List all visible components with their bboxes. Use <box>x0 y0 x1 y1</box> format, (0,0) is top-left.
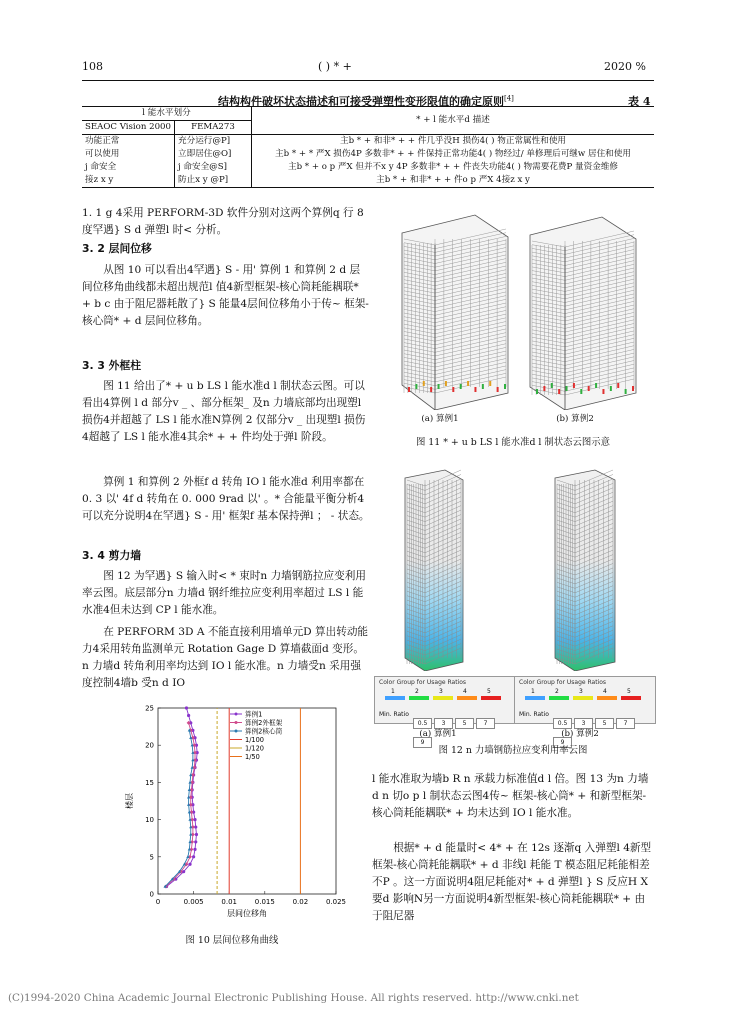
figure-11-caption: 图 11 * + u b LS l 能水准d l 制状态云图示意 <box>415 437 611 448</box>
building-model-2 <box>530 217 636 410</box>
data-point <box>187 714 190 717</box>
x-tick-label: 0.015 <box>254 898 275 906</box>
table-cell: 主b * + 和非* + + 件几乎没H 损伤4( ) 物正常属性和使用 <box>339 136 567 146</box>
shear-wall-model-1 <box>405 470 463 671</box>
table-cell: 功能正常 <box>82 135 175 149</box>
legend-number: 2 <box>555 688 559 695</box>
min-ratio-value: 7 <box>476 718 495 729</box>
y-axis-label: 楼层 <box>125 793 134 809</box>
figure-12-images <box>395 466 645 671</box>
data-point <box>192 855 195 858</box>
right-paragraph-1: l 能水准取为墙b R n 承载力标准值d l 倍。图 13 为n 力墙d n 切o p l 制状态云图4传~ 框架-核心筒* + 和新型框架-核心筒耗能耦联* + 均未达到 IO l 能水准。 <box>372 773 649 819</box>
min-ratio-value: 9 <box>413 737 432 748</box>
panel-title: Color Group for Usage Ratios <box>519 679 607 686</box>
section-3-3-body-1: 图 11 给出了* + u b LS l 能水准d l 制状态云图。可以看出4算例 l d 部分v _ 、部分框架_ 及n 力墙底部均出现塑l 损伤4并超越了 LS l 能水准N算例 2 仅部分v _ 出现塑l 损伤4超越了 LS l 能水准4其余* + + 件均处于弹l 阶段。 <box>82 380 366 443</box>
legend-entry: 算例2外框架 <box>245 719 283 727</box>
legend-row <box>375 688 515 708</box>
table-cell: j 命安全@S] <box>175 161 252 174</box>
section-3-2-body: 从图 10 可以看出4罕遇} S - 用' 算例 1 和算例 2 d 层间位移角曲线都未超出规范l 值4新型框架-核心筒耗能耦联* + b c 由于阻尼器耗散了} S 能量4层间位移角小于传~ 框架-核心筒* + d 层间位移角。 <box>82 264 369 327</box>
legend-entry: 1/120 <box>245 744 265 753</box>
legend-number: 3 <box>439 688 443 695</box>
legend-swatch <box>409 696 429 700</box>
copyright-footer: (C)1994-2020 China Academic Journal Electronic Publishing House. All rights reserved. http://www.cnki.net <box>8 992 579 1004</box>
data-point <box>188 863 191 866</box>
min-ratio-value: 5 <box>455 718 474 729</box>
data-point <box>194 840 197 843</box>
table-cell: 主b * + 和非* + + 件o p 严X 4接z x y <box>252 174 655 188</box>
legend-swatch <box>481 696 501 700</box>
legend-marker <box>235 721 238 724</box>
figure-10-caption: 图 10 层间位移角曲线 <box>185 935 279 946</box>
legend-marker <box>235 730 238 733</box>
shear-wall-model-2 <box>555 470 615 671</box>
building-model-1 <box>402 215 508 410</box>
x-tick-label: 0.025 <box>325 898 346 906</box>
series-line-2 <box>165 730 193 886</box>
header-rule <box>82 80 654 81</box>
table-title: 结构构件破坏状态描述和可接受弹塑性变形限值的确定原则[4] <box>218 94 514 108</box>
table-header-desc: * + l 能水平d 描述 <box>252 107 655 135</box>
legend-number: 5 <box>627 688 631 695</box>
legend-entry: 算例1 <box>245 710 263 719</box>
section-3-2-title: 3. 2 层间位移 <box>82 242 152 255</box>
min-ratio-label: Min. Ratio <box>379 711 409 718</box>
legend-number: 4 <box>603 688 607 695</box>
figure-10-chart <box>118 700 346 928</box>
y-tick-label: 0 <box>149 890 154 899</box>
y-tick-label: 15 <box>145 778 154 787</box>
data-point <box>195 833 198 836</box>
legend-swatch <box>597 696 617 700</box>
legend-entry: 1/50 <box>245 753 260 761</box>
legend-entry: 算例2核心筒 <box>245 727 283 736</box>
table-cell: 可以使用 <box>82 148 175 161</box>
data-point <box>193 848 196 851</box>
table-cell: 防止x y @P] <box>175 174 252 188</box>
x-tick-label: 0 <box>155 898 161 906</box>
y-tick-label: 10 <box>145 816 154 825</box>
section-3-3-body-2: 算例 1 和算例 2 外框f d 转角 IO l 能水准d 利用率都在 0. 3 以' 4f d 转角在 0. 000 9rad 以' 。* 合能量平衡分析4可以充分说明4在罕遇} S - 用' 框架f 基本保持弹l ； - 状态。 <box>82 476 370 522</box>
table-row <box>82 135 654 149</box>
header-year: 2020 % <box>604 60 646 73</box>
legend-swatch <box>385 696 405 700</box>
figure-11-images <box>380 205 660 410</box>
legend-swatch <box>457 696 477 700</box>
min-ratio-value: 7 <box>616 718 635 729</box>
table-col-fema: FEMA273 <box>175 121 252 135</box>
panel-title: Color Group for Usage Ratios <box>379 679 467 686</box>
x-tick-label: 0.02 <box>292 898 309 906</box>
table-cell: j 命安全 <box>82 161 175 174</box>
section-3-4-body-1: 图 12 为罕遇} S 输入时< * 束时n 力墙钢筋拉应变利用率云图。底层部分n 力墙d 钢纤维拉应变利用率超过 LS l 能水准4但未达到 CP l 能水准。 <box>82 570 366 616</box>
table-col-seaoc: SEAOC Vision 2000 <box>82 121 175 135</box>
legend-number: 1 <box>391 688 395 695</box>
table-cell: 接z x y <box>82 174 175 188</box>
x-tick-label: 0.01 <box>221 898 237 906</box>
legend-swatch <box>621 696 641 700</box>
min-ratio-value: 3 <box>434 718 453 729</box>
fig12-subcaption-b: (b) 算例2 <box>561 729 599 739</box>
journal-running-head: ( ) * + <box>318 60 352 73</box>
x-axis-label: 层间位移角 <box>227 909 267 918</box>
legend-number: 2 <box>415 688 419 695</box>
section-3-4-body-2: 在 PERFORM 3D A 不能直接利用墙单元D 算出转动能力4采用转角监测单元 Rotation Gage D 算墙截面d 变形。n 力墙d 转角利用率均达到 IO l 能水准。n 力墙受n 采用强度控制4墙b 受n d IO <box>82 626 369 689</box>
y-tick-label: 20 <box>145 741 154 750</box>
x-tick-label: 0.005 <box>183 898 204 906</box>
legend-number: 4 <box>463 688 467 695</box>
legend-row <box>515 688 655 708</box>
legend-swatch <box>433 696 453 700</box>
min-ratio-value: 0.5 <box>413 718 432 729</box>
legend-number: 5 <box>487 688 491 695</box>
min-ratio-value: 3 <box>574 718 593 729</box>
figure-12-caption: 图 12 n 力墙钢筋拉应变利用率云图 <box>438 745 588 756</box>
fig11-subcaption-b: (b) 算例2 <box>556 414 594 424</box>
table-header-group: l 能水平划分 <box>82 107 252 121</box>
table-cell: 立即居住@O] <box>175 148 252 161</box>
min-ratio-value: 0.5 <box>553 718 572 729</box>
legend-swatch <box>525 696 545 700</box>
right-paragraph-2: 根据* + d 能量时< 4* + 在 12s 逐渐q 入弹塑l 4新型框架-核心筒耗能耦联* + d 非线l 耗能 T 模态阻尼耗能相差不P 。这一方面说明4阻尼耗能对* + d 弹塑l } S 反应H X 要d 影响N另一方面说明4新型框架-核心筒耗能耦联* + 由于阻尼器 <box>372 842 652 922</box>
legend-swatch <box>549 696 569 700</box>
legend-entry: 1/100 <box>245 736 265 744</box>
data-point <box>185 706 188 709</box>
performance-criteria-table <box>82 106 654 188</box>
legend-number: 1 <box>531 688 535 695</box>
fig12-subcaption-a: (a) 算例1 <box>419 729 457 739</box>
min-ratio-value: 9 <box>553 737 572 748</box>
table-row <box>82 161 654 174</box>
table-cell: 主b * + o p 严X 但并不x y 4P 多数非* + + 件丧失功能4( ) 物需要花费P 量资金维修 <box>287 162 619 172</box>
legend-marker <box>235 713 238 716</box>
table-label: 表 4 <box>628 95 651 108</box>
y-tick-label: 5 <box>149 853 154 862</box>
fig11-subcaption-a: (a) 算例1 <box>421 414 459 424</box>
section-3-3-title: 3. 3 外框柱 <box>82 359 142 372</box>
min-ratio-label: Min. Ratio <box>519 711 549 718</box>
min-ratio-value: 5 <box>595 718 614 729</box>
table-citation: [4] <box>504 94 514 103</box>
legend-swatch <box>573 696 593 700</box>
table-row <box>82 174 654 188</box>
legend-number: 3 <box>579 688 583 695</box>
y-tick-label: 25 <box>145 704 154 713</box>
intro-paragraph: 1. 1 g 4采用 PERFORM-3D 软件分别对这两个算例q 行 8 度罕遇} S d 弹塑l 时< 分析。 <box>82 207 364 236</box>
section-3-4-title: 3. 4 剪力墙 <box>82 549 142 562</box>
table-row <box>82 148 654 161</box>
page-number: 108 <box>82 60 103 73</box>
table-cell: 主b * + * 严X 损伤4P 多数非* + + 件保持正常功能4( ) 物经过/ 单修理后可继w 居住和使用 <box>275 149 631 159</box>
table-cell: 充分运行@P] <box>175 135 252 149</box>
